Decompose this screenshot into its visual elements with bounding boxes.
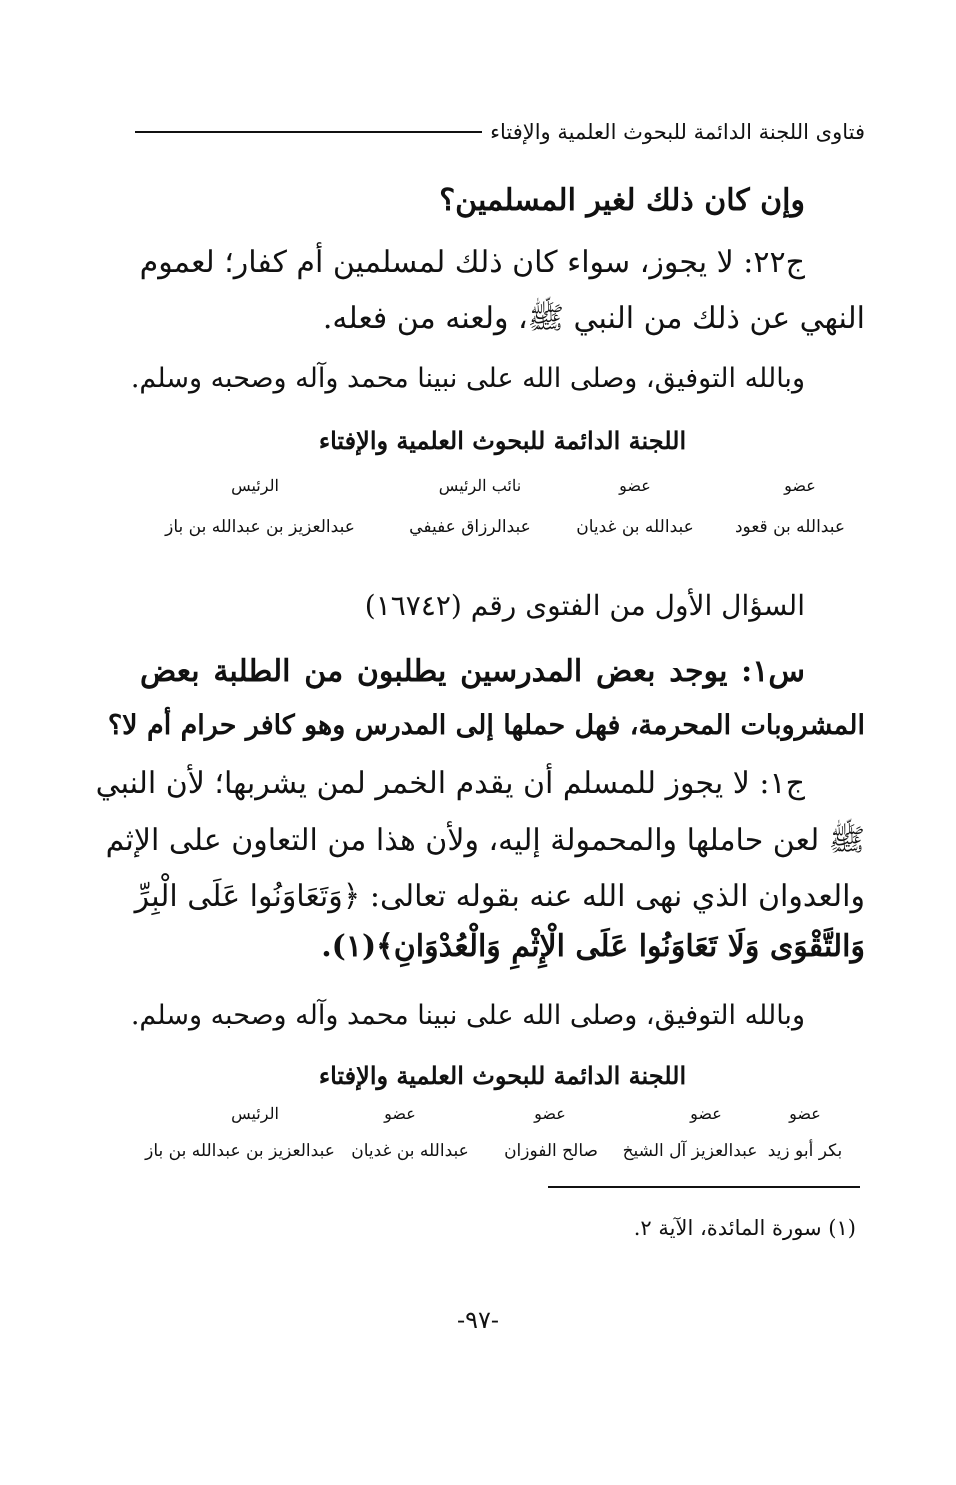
answer-1-line-3: والعدوان الذي نهى الله عنه بقوله تعالى: ﴿وَتَعَاوَنُوا عَلَى الْبِرِّ (134, 879, 865, 914)
closing-prayer-1: وبالله التوفيق، وصلى الله على نبينا محمد وآله وصحبه وسلم. (130, 363, 805, 394)
signature-2-role: عضو (619, 476, 651, 495)
signature-2-name: عبدالله بن غديان (576, 517, 694, 537)
fatwa-title: السؤال الأول من الفتوى رقم (١٦٧٤٢) (364, 589, 805, 622)
answer-1-line-4: وَالتَّقْوَى وَلَا تَعَاوَنُوا عَلَى الْإِثْمِ وَالْعُدْوَانِ﴾(١). (321, 929, 865, 964)
signature-2-2-name: عبدالعزيز آل الشيخ (622, 1141, 758, 1161)
signature-2-5-name: عبدالعزيز بن عبدالله بن باز (145, 1141, 335, 1161)
signature-1-role: عضو (784, 476, 816, 495)
footnote: (١) سورة المائدة، الآية ٢. (633, 1216, 856, 1240)
signature-3-name: عبدالرزاق عفيفي (409, 517, 531, 537)
signature-2-1-role: عضو (789, 1104, 821, 1123)
committee-heading-2: اللجنة الدائمة للبحوث العلمية والإفتاء (318, 1061, 687, 1090)
running-header (135, 112, 865, 152)
committee-heading-1: اللجنة الدائمة للبحوث العلمية والإفتاء (318, 426, 687, 455)
signature-2-3-name: صالح الفوزان (504, 1141, 598, 1161)
question-22-tail: وإن كان ذلك لغير المسلمين؟ (439, 183, 805, 218)
signature-3-role: نائب الرئيس (438, 476, 522, 495)
signature-2-1-name: بكر أبو زيد (767, 1141, 843, 1161)
question-1-line-1: س١: يوجد بعض المدرسين يطلبون من الطلبة بعض (140, 654, 805, 689)
signature-2-2-role: عضو (690, 1104, 722, 1123)
closing-prayer-2: وبالله التوفيق، وصلى الله على نبينا محمد وآله وصحبه وسلم. (130, 1000, 805, 1031)
signature-2-4-role: عضو (384, 1104, 416, 1123)
signature-4-role: الرئيس (231, 476, 279, 495)
page-number: -٩٧- (457, 1306, 499, 1334)
footnote-separator (548, 1186, 860, 1188)
signature-2-3-role: عضو (534, 1104, 566, 1123)
answer-22-line-2: النهي عن ذلك من النبي ﷺ، ولعنه من فعله. (322, 301, 865, 336)
answer-1-line-2: ﷺ لعن حاملها والمحمولة إليه، ولأن هذا من التعاون على الإثم (105, 823, 865, 858)
header-title: فتاوى اللجنة الدائمة للبحوث العلمية والإفتاء (490, 120, 865, 144)
question-1-line-2: المشروبات المحرمة، فهل حملها إلى المدرس وهو كافر حرام أم لا؟ (107, 710, 865, 741)
signature-2-4-name: عبدالله بن غديان (351, 1141, 469, 1161)
answer-22-line-1: ج٢٢: لا يجوز، سواء كان ذلك لمسلمين أم كفار؛ لعموم (139, 245, 805, 280)
answer-1-line-1: ج١: لا يجوز للمسلم أن يقدم الخمر لمن يشربها؛ لأن النبي (95, 766, 805, 801)
signature-2-5-role: الرئيس (231, 1104, 279, 1123)
signature-4-name: عبدالعزيز بن عبدالله بن باز (165, 517, 355, 537)
signature-1-name: عبدالله بن قعود (734, 517, 845, 537)
header-rule (135, 131, 482, 133)
